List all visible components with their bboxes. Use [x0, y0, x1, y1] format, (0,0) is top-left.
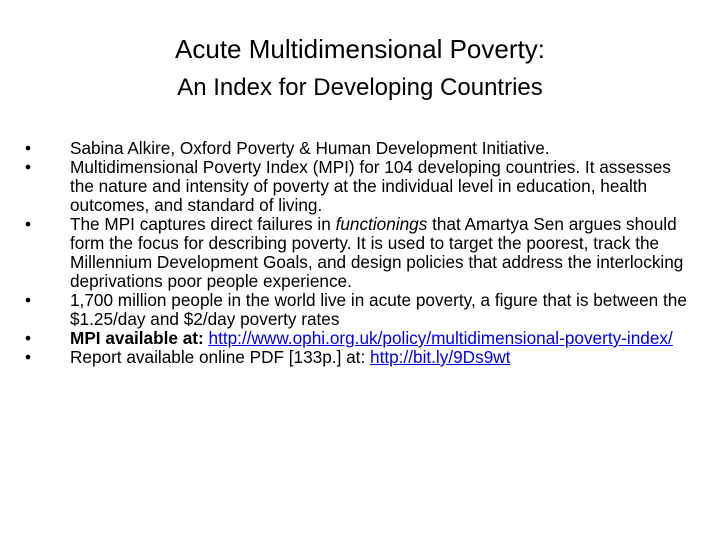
bullet-text: Report available online PDF [133p.] at:: [70, 347, 371, 367]
bullet-icon: •: [25, 347, 32, 367]
bullet-item-author: [25, 139, 695, 158]
bullet-icon: •: [25, 328, 32, 348]
bullet-item-mpi-link: [25, 329, 695, 348]
bullet-text: Multidimensional Poverty Index (MPI) for 104 developing countries. It assesses the nature and intensity of poverty at the individual level in education, health outcomes, and standard of living.: [70, 157, 671, 215]
bullet-item-mpi-functionings: [25, 215, 695, 291]
bullet-icon: •: [25, 138, 32, 158]
bullet-label: MPI available at:: [70, 328, 209, 348]
bullet-item-mpi-description: [25, 158, 695, 215]
mpi-link[interactable]: http://www.ophi.org.uk/policy/multidimensional-poverty-index/: [208, 328, 673, 348]
bullet-list: [25, 139, 695, 367]
bullet-icon: •: [25, 290, 32, 310]
bullet-text-after: that Amartya Sen argues should form the focus for describing poverty. It is used to target the poorest, track the Millennium Development Goals, and design policies that address the interlocking deprivations poor people experience.: [70, 214, 684, 291]
bullet-icon: •: [25, 157, 32, 177]
bullet-text: 1,700 million people in the world live in acute poverty, a figure that is between the $1.25/day and $2/day poverty rates: [70, 290, 687, 329]
bullet-text: Sabina Alkire, Oxford Poverty & Human Development Initiative.: [70, 138, 550, 158]
bullet-item-poverty-figure: [25, 291, 695, 329]
slide-subtitle: An Index for Developing Countries: [177, 74, 543, 101]
bullet-icon: •: [25, 214, 32, 234]
bullet-text-emphasis: functionings: [335, 214, 428, 234]
bullet-text-before: The MPI captures direct failures in: [70, 214, 336, 234]
report-link[interactable]: http://bit.ly/9Ds9wt: [370, 347, 511, 367]
slide-title: Acute Multidimensional Poverty:: [175, 34, 545, 64]
bullet-item-report-link: [25, 348, 695, 367]
